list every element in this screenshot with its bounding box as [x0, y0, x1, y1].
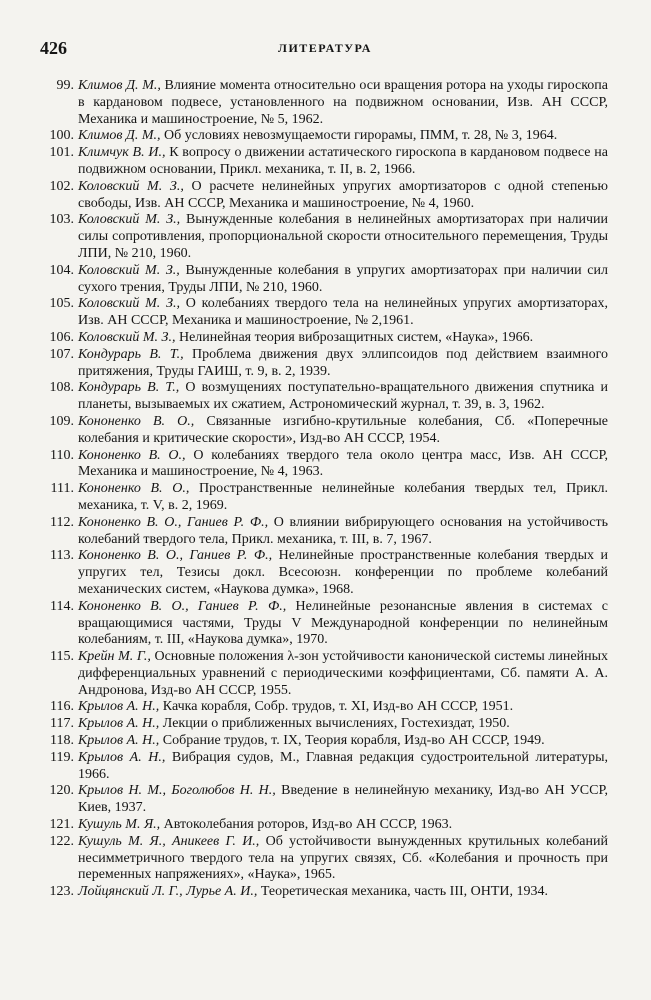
reference-text: О колебаниях твердого тела на нелинейных упругих амортизаторах, Изв. АН СССР, Механика и машиностроение, № 2,1961. — [78, 296, 608, 329]
reference-number: 112. — [50, 514, 74, 530]
reference-number: 101. — [49, 145, 74, 161]
reference-item — [0, 783, 651, 817]
reference-number: 122. — [49, 833, 74, 849]
reference-text: Основные положения λ-зон устойчивости канонической системы линейных дифференциальных уравнений с периодическими коэффициентами, Сб. памяти А. А. Андронова, Изд-во АН СССР, 1955. — [78, 649, 608, 698]
reference-number: 115. — [50, 649, 74, 665]
reference-item — [0, 699, 651, 716]
reference-item — [0, 481, 651, 515]
reference-authors: Крылов А. Н., — [78, 733, 160, 749]
reference-number: 107. — [49, 346, 74, 362]
reference-number: 110. — [50, 447, 74, 463]
reference-authors: Кондурарь В. Т., — [78, 380, 180, 396]
reference-item — [0, 128, 651, 145]
reference-item — [0, 330, 651, 347]
reference-text: О колебаниях твердого тела около центра масс, Изв. АН СССР, Механика и машиностроение, № 4, 1963. — [78, 447, 608, 480]
page-header — [40, 38, 610, 62]
running-head: ЛИТЕРАТУРА — [278, 41, 372, 55]
reference-text: Об устойчивости вынужденных крутильных колебаний несимметричного твердого тела на упругих связях, Сб. «Колебания и прочность при переменных напряжениях», «Наука», 1965. — [78, 833, 608, 883]
reference-text: Нелинейная теория виброзащитных систем, «Наука», 1966. — [175, 329, 534, 345]
reference-authors: Крылов А. Н., — [78, 749, 166, 765]
reference-authors: Кононенко В. О., — [78, 447, 186, 463]
reference-text: О влиянии вибрирующего основания на устойчивость колебаний твердого тела, Прикл. механика, т. III, в. 7, 1967. — [78, 514, 608, 547]
reference-authors: Кушуль М. Я., — [78, 817, 161, 833]
reference-text: Вибрация судов, М., Главная редакция судостроительной литературы, 1966. — [78, 749, 609, 782]
reference-authors: Коловский М. З., — [78, 212, 181, 228]
reference-item — [0, 296, 651, 330]
reference-item — [0, 448, 651, 482]
reference-text: Вынужденные колебания в нелинейных амортизаторах при наличии силы сопротивления, пропорциональной скорости относительного перемещения, Труды ЛПИ, № 210, 1960. — [78, 212, 608, 261]
reference-number: 119. — [50, 749, 74, 765]
reference-authors: Коловский М. З., — [78, 296, 180, 312]
reference-authors: Кононенко В. О., — [78, 481, 190, 497]
reference-item — [0, 599, 651, 649]
reference-authors: Кононенко В. О., Ганиев Р. Ф., — [78, 598, 287, 614]
reference-number: 104. — [49, 262, 74, 278]
reference-item — [0, 263, 651, 297]
reference-number: 103. — [49, 212, 74, 228]
reference-authors: Лойцянский Л. Г., Лурье А. И., — [78, 884, 258, 900]
reference-authors: Крейн М. Г., — [78, 649, 151, 665]
reference-text: Вынужденные колебания в упругих амортизаторах при наличии сил сухого трения, Труды ЛПИ, № 210, 1960. — [78, 262, 608, 295]
reference-authors: Климов Д. М., — [78, 78, 161, 93]
reference-text: Проблема движения двух эллипсоидов под действием взаимного притяжения, Труды ГАИШ, т. 9, в. 2, 1939. — [78, 346, 609, 379]
reference-item — [0, 716, 651, 733]
reference-item — [0, 515, 651, 549]
reference-item — [0, 733, 651, 750]
reference-text: Введение в нелинейную механику, Изд-во АН УССР, Киев, 1937. — [78, 783, 608, 816]
reference-text: Об условиях невозмущаемости гирорамы, ПММ, т. 28, № 3, 1964. — [160, 128, 558, 144]
reference-number: 111. — [50, 481, 74, 497]
reference-authors: Коловский М. З., — [78, 178, 184, 194]
reference-number: 114. — [50, 598, 74, 614]
reference-item — [0, 414, 651, 448]
reference-authors: Коловский М. З., — [78, 262, 180, 278]
reference-number: 105. — [49, 296, 74, 312]
reference-number: 117. — [50, 716, 74, 732]
reference-text: Пространственные нелинейные колебания твердых тел, Прикл. механика, т. V, в. 2, 1969. — [78, 481, 608, 513]
reference-item — [0, 179, 651, 213]
reference-item — [0, 548, 651, 598]
reference-authors: Климов Д. М., — [78, 128, 161, 144]
reference-number: 118. — [50, 733, 74, 749]
reference-number: 109. — [49, 413, 74, 429]
reference-text: О возмущениях поступательно-вращательного движения спутника и планеты, вызываемых их сжатием, Астрономический журнал, т. 39, в. 3, 1962. — [78, 380, 608, 413]
reference-authors: Кононенко В. О., Ганиев Р. Ф., — [78, 548, 273, 564]
page-number: 426 — [40, 38, 67, 58]
reference-text: Качка корабля, Собр. трудов, т. XI, Изд-во АН СССР, 1951. — [159, 699, 514, 715]
reference-authors: Кондурарь В. Т., — [78, 346, 184, 362]
reference-number: 102. — [49, 178, 74, 194]
reference-text: Нелинейные пространственные колебания твердых и упругих тел, Тезисы докл. Всесоюзн. конференции по проблеме колебаний механических систем, «Наукова думка», 1968. — [78, 548, 608, 597]
reference-number: 116. — [50, 699, 74, 715]
reference-authors: Крылов А. Н., — [78, 716, 160, 732]
reference-authors: Коловский М. З., — [78, 329, 176, 345]
reference-authors: Кононенко В. О., Ганиев Р. Ф., — [78, 514, 269, 530]
reference-authors: Кононенко В. О., — [78, 413, 195, 429]
reference-text: Нелинейные резонансные явления в системах с вращающимися частями, Труды V Международной конференции по нелинейным колебаниям, т. III, «Наукова думка», 1970. — [78, 598, 608, 648]
reference-number: 106. — [49, 329, 74, 345]
reference-item — [0, 817, 651, 834]
reference-text: Собрание трудов, т. IX, Теория корабля, Изд-во АН СССР, 1949. — [159, 733, 545, 749]
reference-number: 123. — [49, 884, 74, 900]
reference-authors: Крылов А. Н., — [78, 699, 160, 715]
reference-item — [0, 78, 651, 128]
reference-item — [0, 750, 651, 784]
reference-number: 120. — [49, 783, 74, 799]
reference-text: Лекции о приближенных вычислениях, Гостехиздат, 1950. — [159, 716, 510, 732]
reference-text: Теоретическая механика, часть III, ОНТИ, 1934. — [257, 884, 549, 900]
reference-item — [0, 884, 651, 901]
reference-number: 121. — [49, 817, 74, 833]
reference-text: Связанные изгибно-крутильные колебания, Сб. «Поперечные колебания и критические скорости», Изд-во АН СССР, 1954. — [78, 413, 608, 446]
reference-item — [0, 212, 651, 262]
reference-text: Автоколебания роторов, Изд-во АН СССР, 1963. — [160, 817, 453, 833]
reference-text: Влияние момента относительно оси вращения ротора на уходы гироскопа в кардановом подвесе, установленного на подвижном основании, Изв. АН СССР, Механика и машиностроение, № 5, 1962. — [78, 78, 608, 127]
reference-item — [0, 380, 651, 414]
reference-item — [0, 145, 651, 179]
reference-authors: Кушуль М. Я., Аникеев Г. И., — [78, 833, 260, 849]
reference-item — [0, 347, 651, 381]
reference-number: 113. — [50, 548, 74, 564]
reference-authors: Крылов Н. М., Боголюбов Н. Н., — [78, 783, 276, 799]
reference-number: 99. — [56, 78, 74, 93]
reference-text: К вопросу о движении астатического гироскопа в кардановом подвесе на подвижном основании, Прикл. механика, т. II, в. 2, 1966. — [78, 145, 608, 177]
reference-list — [0, 78, 651, 901]
reference-item — [0, 834, 651, 884]
reference-number: 100. — [49, 128, 74, 144]
reference-number: 108. — [49, 380, 74, 396]
reference-item — [0, 649, 651, 699]
reference-authors: Климчук В. И., — [78, 145, 166, 161]
reference-text: О расчете нелинейных упругих амортизаторов с одной степенью свободы, Изв. АН СССР, Механика и машиностроение, № 4, 1960. — [78, 178, 608, 211]
